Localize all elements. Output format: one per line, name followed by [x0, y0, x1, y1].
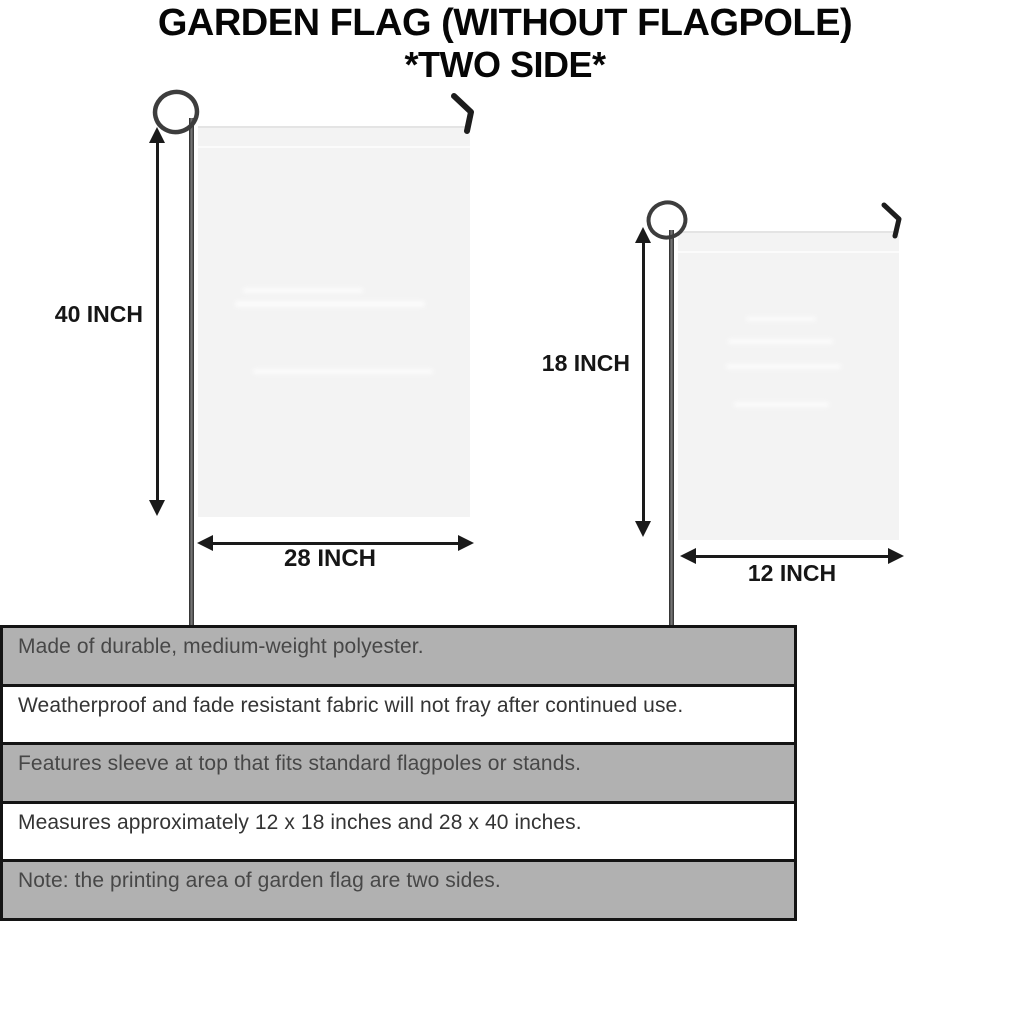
arrow-right-icon — [458, 535, 474, 551]
feature-text: Made of durable, medium-weight polyester. — [18, 635, 424, 658]
flag-wrinkle — [243, 288, 363, 293]
flag-wrinkle — [235, 301, 425, 307]
feature-text: Features sleeve at top that fits standard flagpoles or stands. — [18, 752, 582, 776]
title-line-1: GARDEN FLAG (WITHOUT FLAGPOLE) — [157, 2, 853, 44]
large-flag-width-label: 28 INCH — [283, 545, 377, 572]
feature-text: Note: the printing area of garden flag are two sides. — [18, 869, 501, 893]
small-flag-height-arrow — [635, 227, 651, 537]
flag-wrinkle — [728, 339, 833, 344]
arrow-shaft — [156, 137, 159, 506]
large-flag-height-arrow — [149, 127, 165, 516]
feature-row — [3, 684, 794, 743]
small-flag-width-label: 12 INCH — [747, 560, 837, 586]
feature-row — [3, 859, 794, 918]
large-flag-illustration — [198, 126, 470, 517]
page-title — [0, 4, 1010, 84]
feature-text: Weatherproof and fade resistant fabric will not fray after continued use. — [18, 693, 684, 717]
feature-row — [3, 801, 794, 860]
arrow-shaft — [642, 237, 645, 527]
flag-wrinkle — [726, 364, 841, 369]
small-flag-height-label: 18 INCH — [541, 350, 630, 376]
small-flagpole — [669, 230, 674, 625]
title-line-2: *TWO SIDE* — [404, 43, 606, 85]
large-flag-height-label: 40 INCH — [54, 301, 143, 327]
small-flag-illustration — [678, 231, 899, 540]
flag-wrinkle — [746, 317, 816, 321]
arrow-shaft — [690, 555, 894, 558]
small-flag-sleeve-seam — [678, 251, 899, 253]
flag-wrinkle — [253, 369, 433, 374]
feature-row — [3, 742, 794, 801]
feature-row — [3, 628, 794, 684]
feature-text: Measures approximately 12 x 18 inches and 28 x 40 inches. — [18, 810, 582, 834]
flag-wrinkle — [734, 402, 829, 407]
arrow-down-icon — [635, 521, 651, 537]
large-flagpole — [189, 118, 194, 625]
large-flag-sleeve-seam — [198, 146, 470, 148]
feature-list-panel — [0, 625, 797, 921]
arrow-down-icon — [149, 500, 165, 516]
